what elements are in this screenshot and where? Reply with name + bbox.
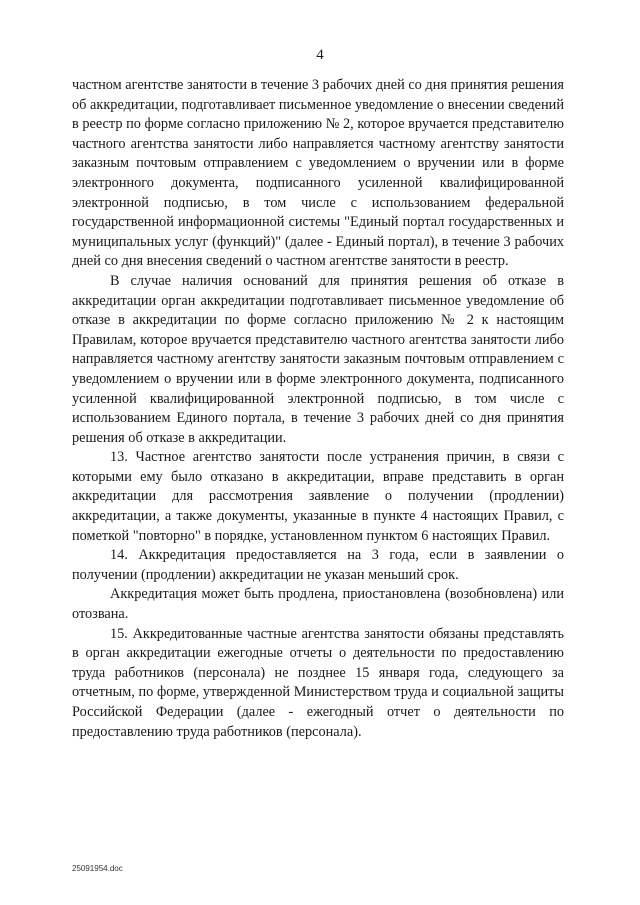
paragraph-continuation: частном агентстве занятости в течение 3 рабочих дней со дня принятия решения об аккредитации, подготавливает письменное уведомление о внесении сведений в реестр по форме согласно приложению № 2, которое вручается представителю частного агентства занятости либо направляется частному агентству занятости заказным почтовым отправлением с уведомлением о вручении или в форме электронного документа, подписанного усиленной квалифицированной электронной подписью, в том числе с использованием федеральной государственной информационной системы "Единый портал государственных и муниципальных услуг (функций)" (далее - Единый портал), в течение 3 рабочих дней со дня внесения сведений о частном агентстве занятости в реестр. <box>72 77 564 270</box>
paragraph-clause-15: 15. Аккредитованные частные агентства занятости обязаны представлять в орган аккредитации ежегодные отчеты о деятельности по предоставлению труда работников (персонала) не позднее 15 января года, следующего за отчетным, по форме, утвержденной Министерством труда и социальной защиты Российской Федерации (далее - ежегодный отчет о деятельности по предоставлению труда работников (персонала). <box>72 625 564 740</box>
document-body <box>72 76 564 742</box>
paragraph-refusal-notice: В случае наличия оснований для принятия решения об отказе в аккредитации орган аккредитации подготавливает письменное уведомление об отказе в аккредитации по форме согласно приложению № 2 к настоящим Правилам, которое вручается представителю частного агентства занятости либо направляется частному агентству занятости заказным почтовым отправлением с уведомлением о вручении или в форме электронного документа, подписанного усиленной квалифицированной электронной подписью, в том числе с использованием Единого портала, в течение 3 рабочих дней со дня принятия решения об отказе в аккредитации. <box>72 272 564 446</box>
file-name-footer: 25091954.doc <box>72 864 123 873</box>
paragraph-clause-13: 13. Частное агентство занятости после устранения причин, в связи с которыми ему было отказано в аккредитации, вправе представить в орган аккредитации для рассмотрения заявление о получении (продлении) аккредитации, а также документы, указанные в пункте 4 настоящих Правил, с пометкой "повторно" в порядке, установленном пунктом 6 настоящих Правил. <box>72 449 564 544</box>
page-number: 4 <box>316 47 324 63</box>
paragraph-clause-14: 14. Аккредитация предоставляется на 3 года, если в заявлении о получении (продлении) аккредитации не указан меньший срок. <box>72 547 564 583</box>
paragraph-accreditation-status: Аккредитация может быть продлена, приостановлена (возобновлена) или отозвана. <box>72 586 564 623</box>
